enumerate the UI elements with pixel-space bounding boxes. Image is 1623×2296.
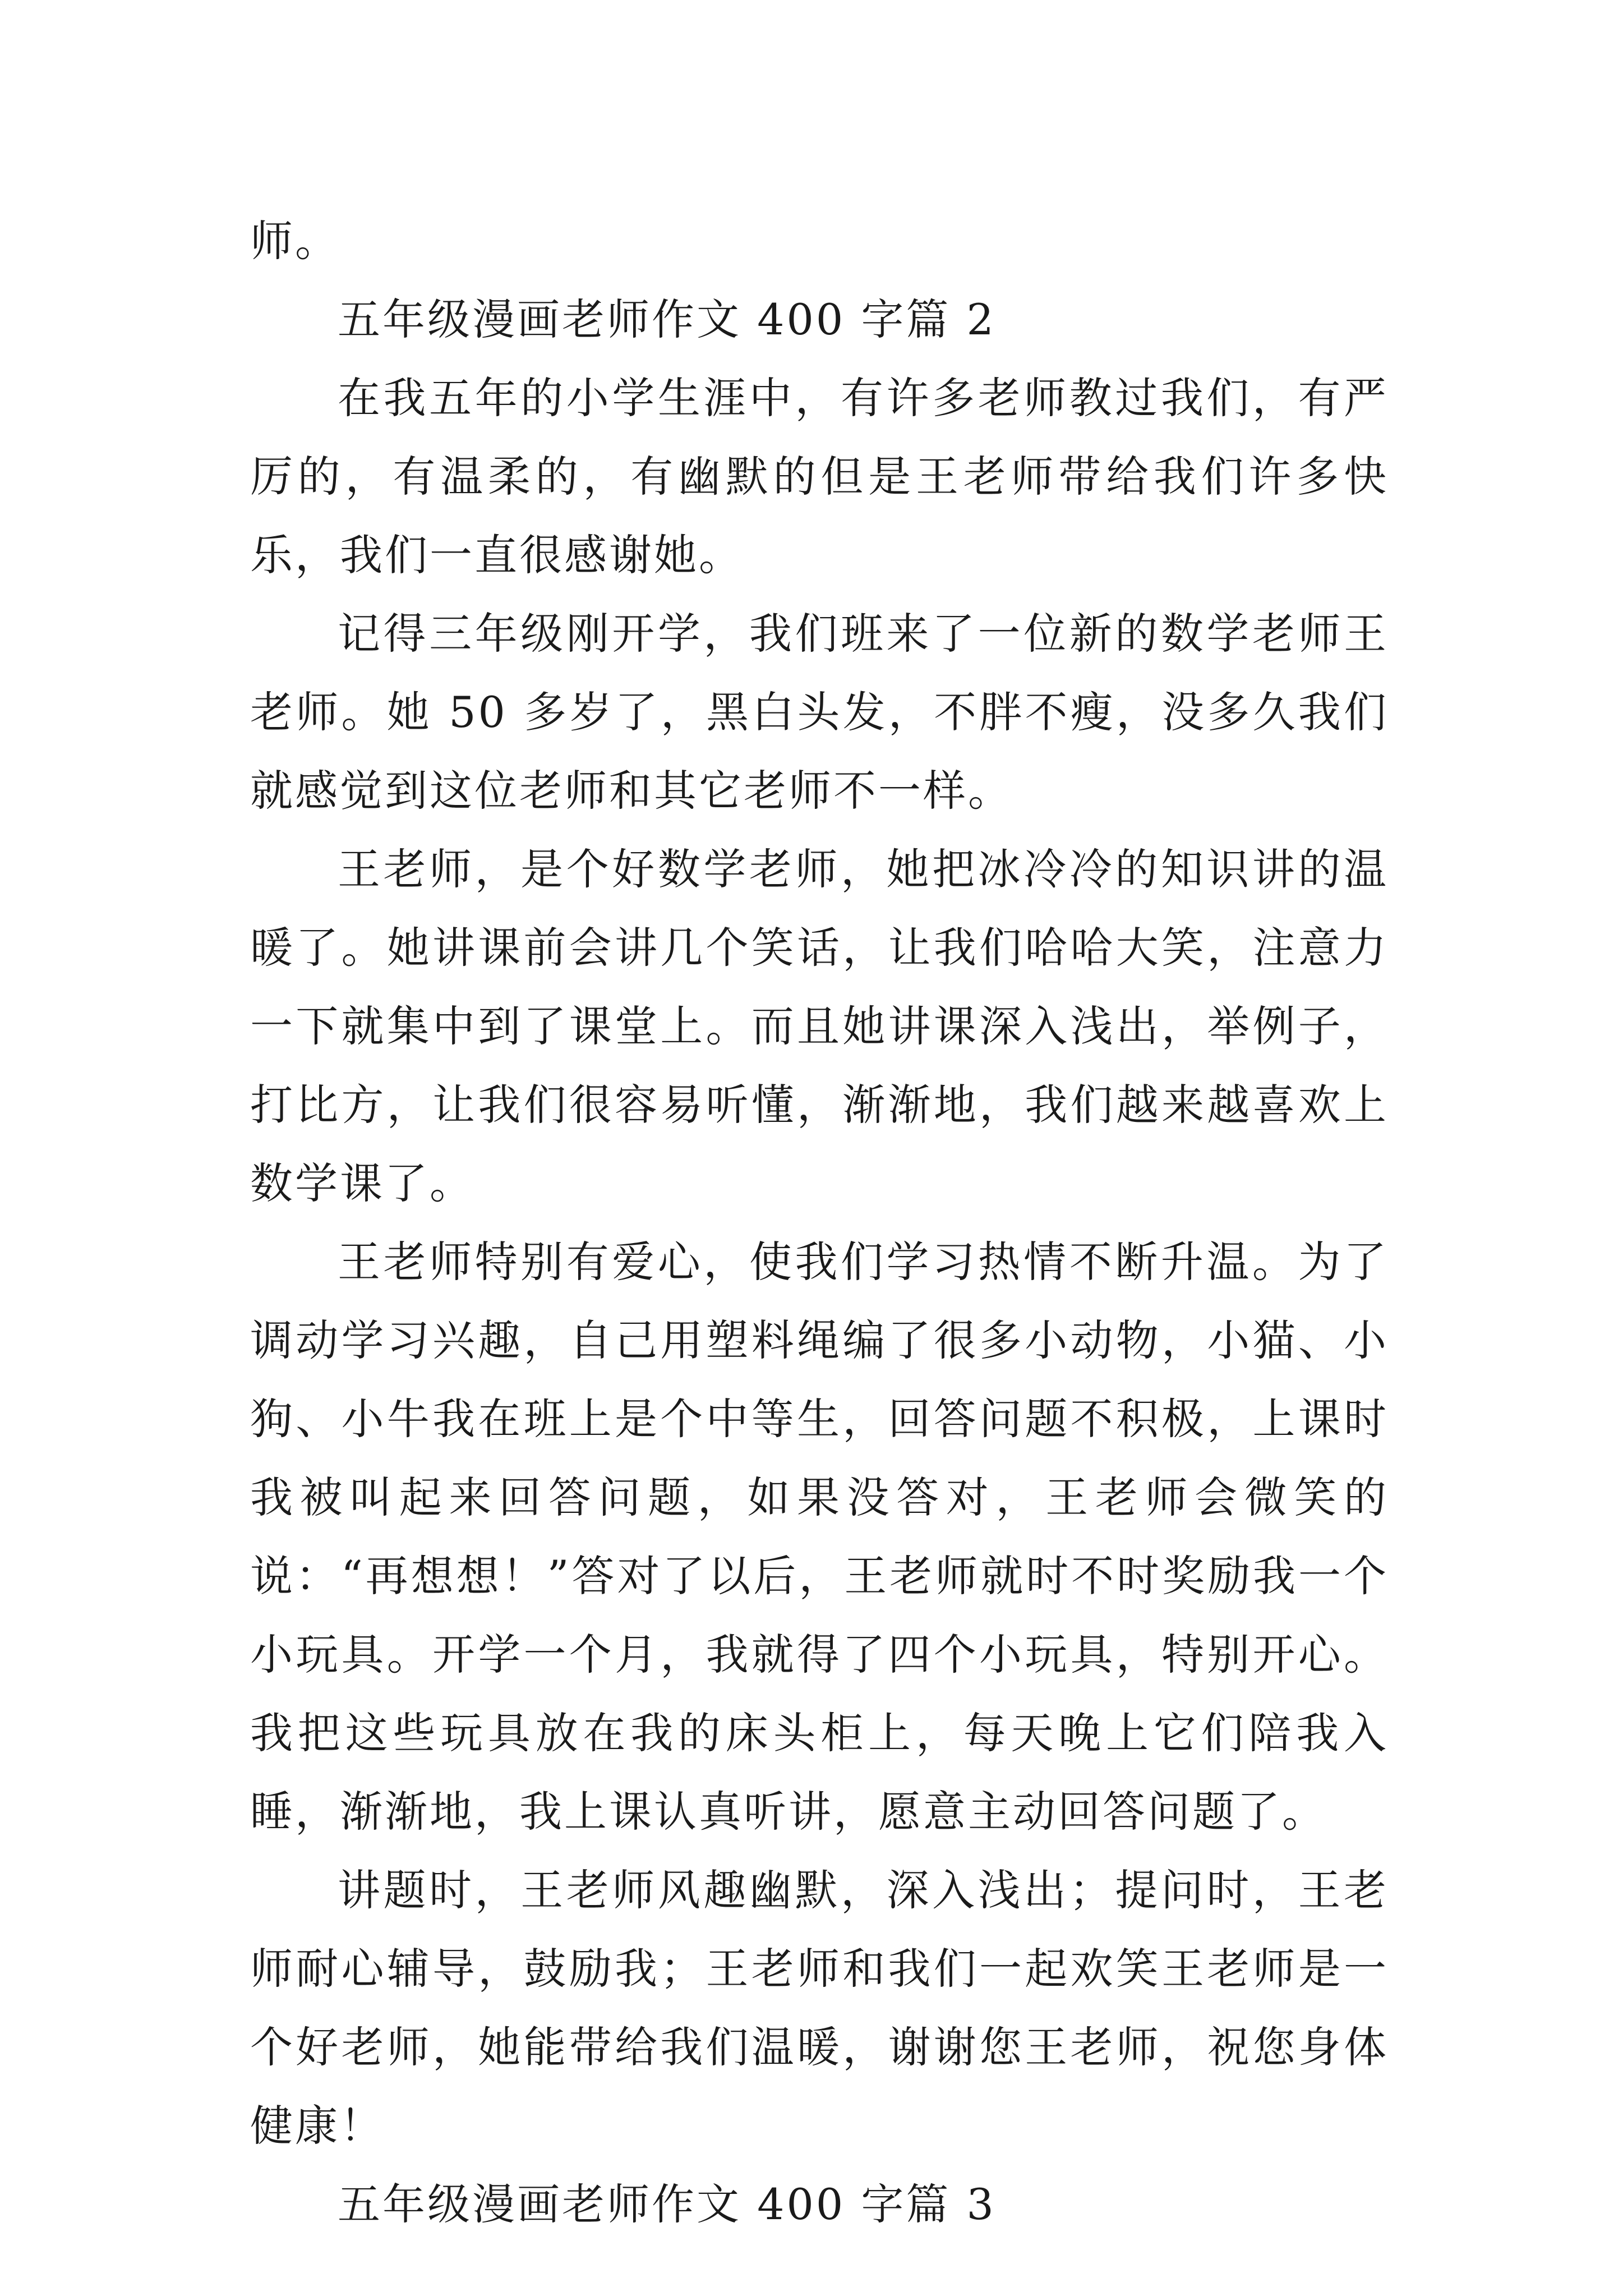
paragraph-4: 王老师特别有爱心，使我们学习热情不断升温。为了调动学习兴趣，自己用塑料绳编了很多小动物，小猫、小狗、小牛我在班上是个中等生，回答问题不积极，上课时我被叫起来回答问题，如果没答对，王老师会微笑的说：“再想想！”答对了以后，王老师就时不时奖励我一个小玩具。开学一个月，我就得了四个小玩具，特别开心。我把这些玩具放在我的床头柜上，每天晚上它们陪我入睡，渐渐地，我上课认真听讲，愿意主动回答问题了。 <box>250 1237 1389 1837</box>
paragraph-2: 记得三年级刚开学，我们班来了一位新的数学老师王老师。她 50 多岁了，黑白头发，不胖不瘦，没多久我们就感觉到这位老师和其它老师不一样。 <box>250 609 1389 816</box>
document-body <box>250 202 1389 2244</box>
essay-heading-2: 五年级漫画老师作文 400 字篇 2 <box>338 295 996 344</box>
paragraph-1: 在我五年的小学生涯中，有许多老师教过我们，有严厉的，有温柔的，有幽默的但是王老师带给我们许多快乐，我们一直很感谢她。 <box>250 373 1389 580</box>
continued-text: 师。 <box>250 216 340 266</box>
paragraph-3: 王老师，是个好数学老师，她把冰冷冷的知识讲的温暖了。她讲课前会讲几个笑话，让我们哈哈大笑，注意力一下就集中到了课堂上。而且她讲课深入浅出，举例子，打比方，让我们很容易听懂，渐渐地，我们越来越喜欢上数学课了。 <box>250 844 1389 1208</box>
essay-heading-3: 五年级漫画老师作文 400 字篇 3 <box>338 2179 996 2229</box>
paragraph-5: 讲题时，王老师风趣幽默，深入浅出；提问时，王老师耐心辅导，鼓励我；王老师和我们一起欢笑王老师是一个好老师，她能带给我们温暖，谢谢您王老师，祝您身体健康！ <box>250 1865 1389 2151</box>
